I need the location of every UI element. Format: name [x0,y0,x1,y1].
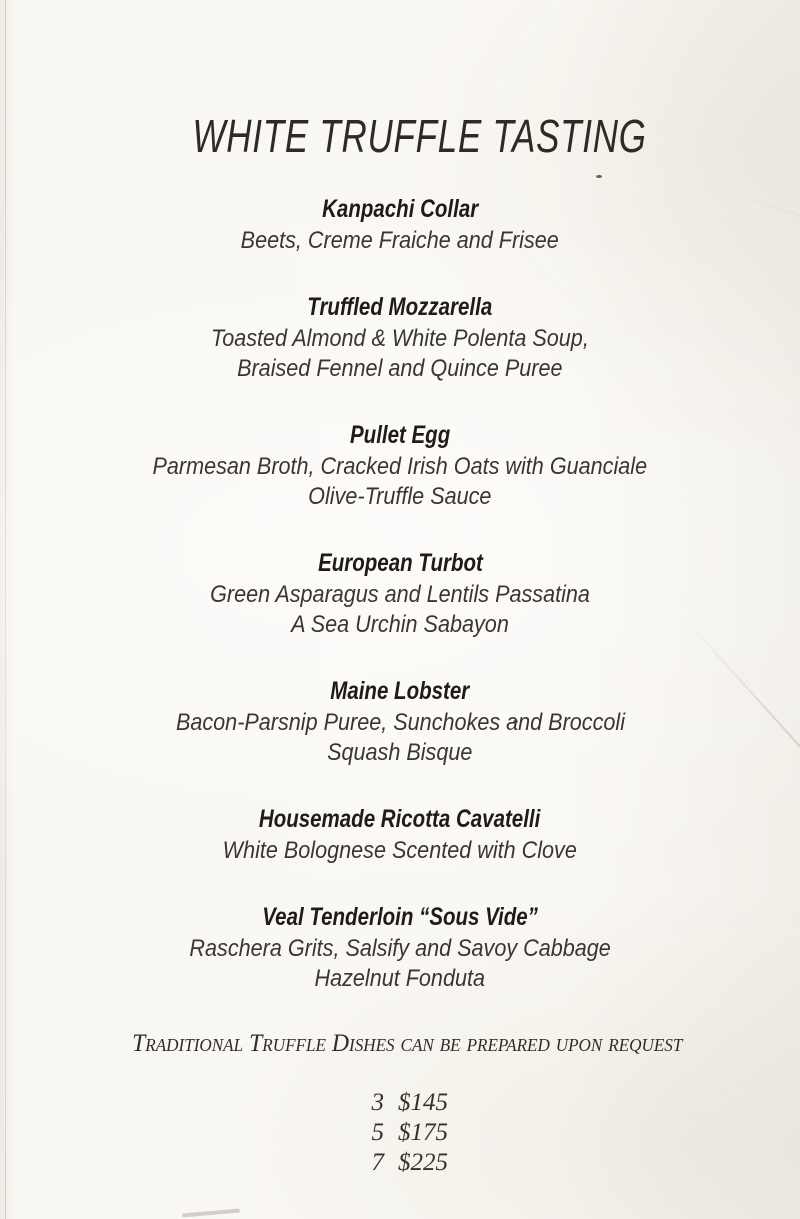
course-description-line: Parmesan Broth, Cracked Irish Oats with Guanciale [152,453,648,480]
menu-title [0,0,800,160]
course-description-line: Green Asparagus and Lentils Passatina [210,581,590,608]
pricing-list [42,1088,800,1178]
course-description-line: Braised Fennel and Quince Puree [237,355,563,382]
course-name: Kanpachi Collar [321,195,479,223]
course-count: 7 [371,1149,384,1176]
course-description-line: A Sea Urchin Sabayon [291,611,509,638]
course-description-line: Raschera Grits, Salsify and Savoy Cabbage [189,935,611,962]
course-count: 3 [371,1089,384,1116]
menu-course [0,290,800,384]
course-name: Veal Tenderloin “Sous Vide” [262,903,538,931]
course-name: Truffled Mozzarella [307,293,493,321]
menu-course [0,192,800,256]
menu-course [0,802,800,866]
menu-title-text: WHITE TRUFFLE TASTING [192,110,647,162]
course-count: 5 [371,1119,384,1146]
menu-course [0,546,800,640]
course-name: European Turbot [317,549,483,577]
course-name: Maine Lobster [330,677,470,705]
course-description-line: Beets, Creme Fraiche and Frisee [240,227,560,254]
menu-course [0,900,800,994]
course-description-line: Squash Bisque [327,739,473,766]
price-row [42,1148,800,1178]
course-description-line: Toasted Almond & White Polenta Soup, [211,325,589,352]
price-row [42,1088,800,1118]
course-description-line: Bacon-Parsnip Puree, Sunchokes and Broccoli [175,709,625,736]
course-name: Pullet Egg [349,421,451,449]
price-row [42,1118,800,1148]
course-description-line: White Bolognese Scented with Clove [222,837,578,864]
price-amount: $145 [398,1089,448,1116]
course-name: Housemade Ricotta Cavatelli [259,805,541,833]
price-amount: $175 [398,1119,448,1146]
course-description-line: Olive-Truffle Sauce [308,483,492,510]
course-list [0,192,800,994]
scan-smudge [182,1208,240,1217]
note-line: Traditional Truffle Dishes can be prepared upon request [132,1030,683,1057]
menu-course [0,674,800,768]
price-amount: $225 [398,1149,448,1176]
menu-course [0,418,800,512]
course-description-line: Hazelnut Fonduta [314,965,486,992]
